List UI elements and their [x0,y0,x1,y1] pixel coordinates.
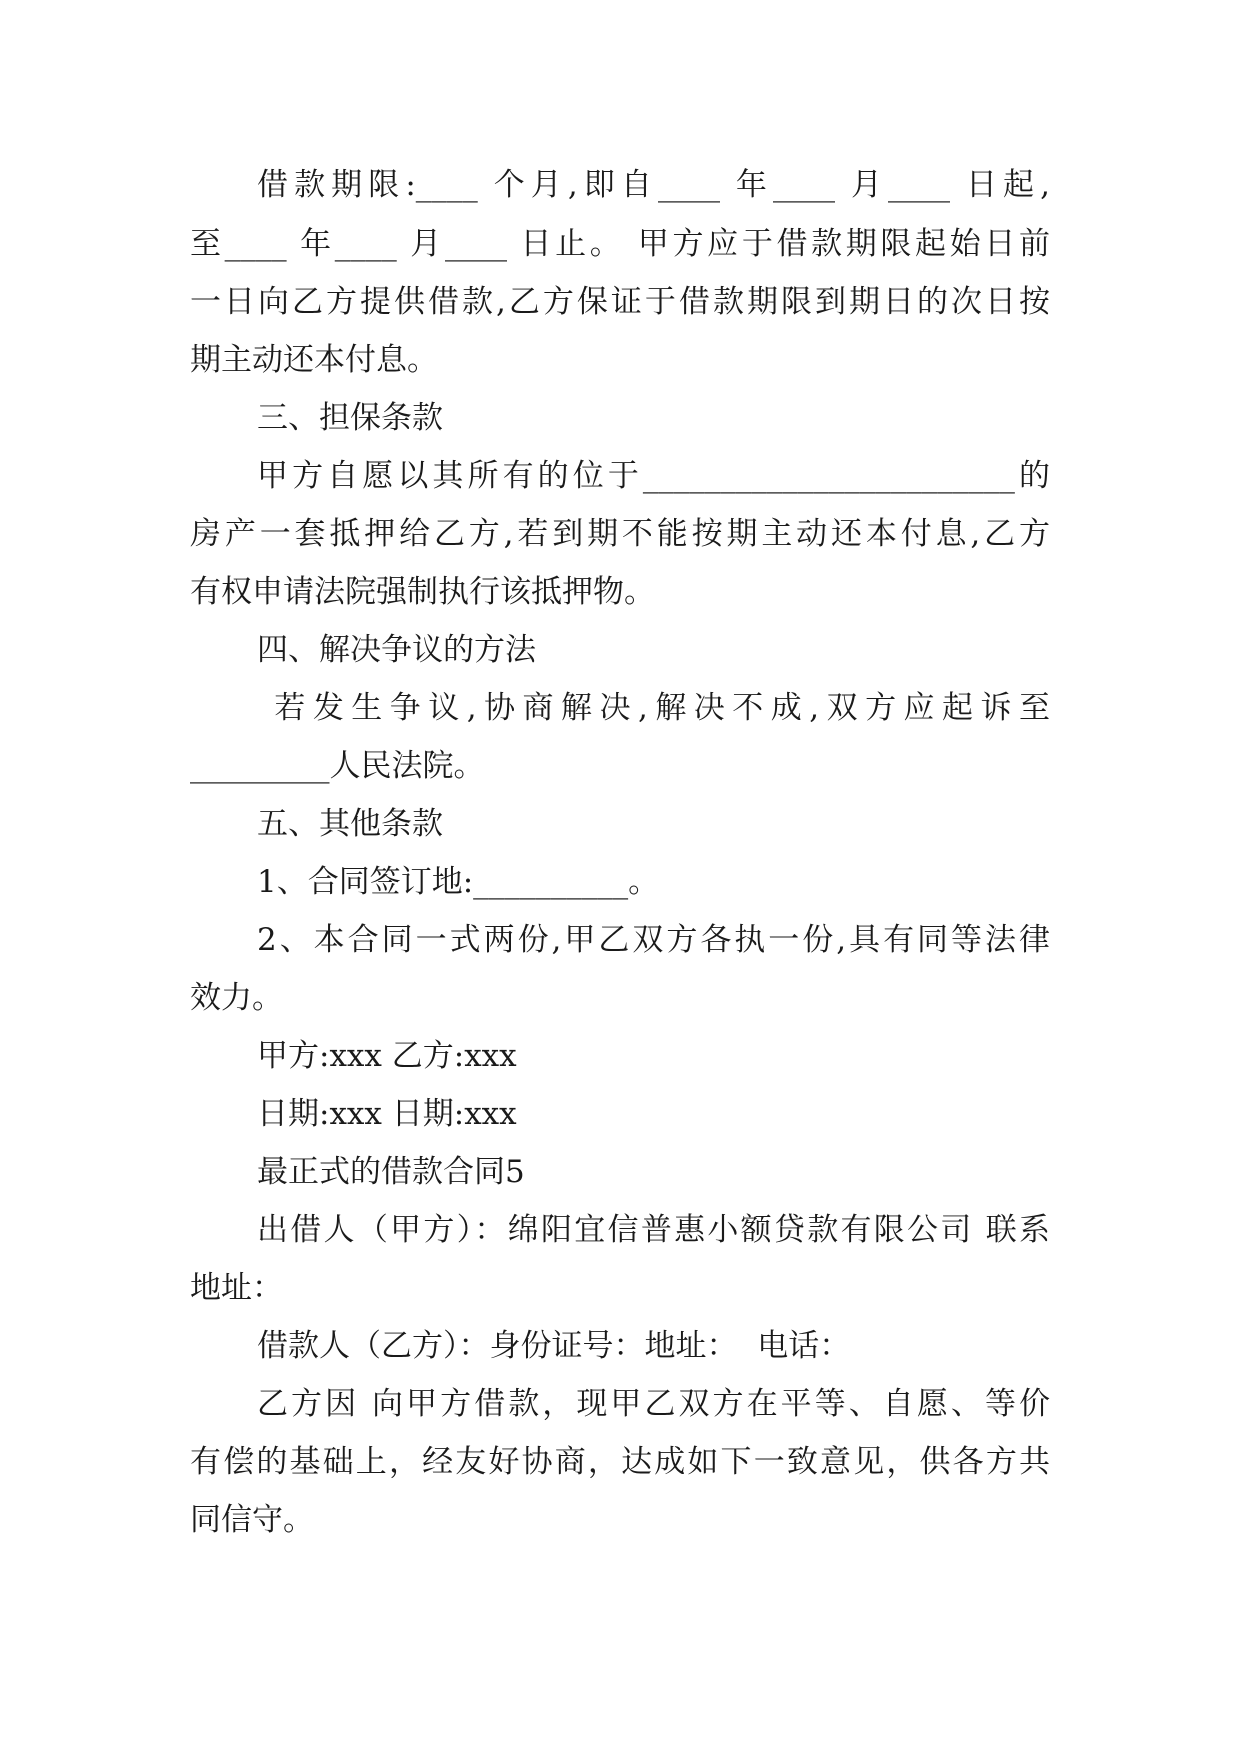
paragraph-line: 有偿的基础上，经友好协商，达成如下一致意见，供各方共 [190,1444,1050,1480]
signature-line: 甲方:xxx 乙方:xxx [257,1038,517,1074]
paragraph-line: 1、合同签订地:__________。 [257,864,660,900]
paragraph-line: 同信守。 [190,1502,314,1538]
paragraph-line: 地址： [190,1270,283,1306]
contract-title: 最正式的借款合同5 [257,1154,525,1190]
section-heading: 五、其他条款 [257,806,443,842]
paragraph-line: 房产一套抵押给乙方,若到期不能按期主动还本付息,乙方 [190,516,1050,552]
paragraph-line: 出借人（甲方）：绵阳宜信普惠小额贷款有限公司 联系 [257,1212,1050,1248]
paragraph-line: 期主动还本付息。 [190,342,438,378]
paragraph-line: _________人民法院。 [190,748,485,784]
paragraph-line: 甲方自愿以其所有的位于________________________的 [257,458,1050,494]
paragraph-line: 若发生争议,协商解决,解决不成,双方应起诉至 [257,690,1050,726]
paragraph-line: 至____ 年____ 月____ 日止。 甲方应于借款期限起始日前 [190,226,1050,262]
section-heading: 四、解决争议的方法 [257,632,536,668]
paragraph-line: 有权申请法院强制执行该抵押物。 [190,574,655,610]
paragraph-line: 借款期限:____ 个月,即自____ 年____ 月____ 日起, [257,167,1050,203]
section-heading: 三、担保条款 [257,400,443,436]
paragraph-line: 乙方因 向甲方借款，现甲乙双方在平等、自愿、等价 [257,1386,1050,1422]
paragraph-line: 2、本合同一式两份,甲乙双方各执一份,具有同等法律 [257,922,1050,958]
paragraph-line: 借款人（乙方）：身份证号：地址： 电话： [257,1328,851,1364]
date-line: 日期:xxx 日期:xxx [257,1096,517,1132]
paragraph-line: 效力。 [190,980,283,1016]
paragraph-line: 一日向乙方提供借款,乙方保证于借款期限到期日的次日按 [190,284,1050,320]
